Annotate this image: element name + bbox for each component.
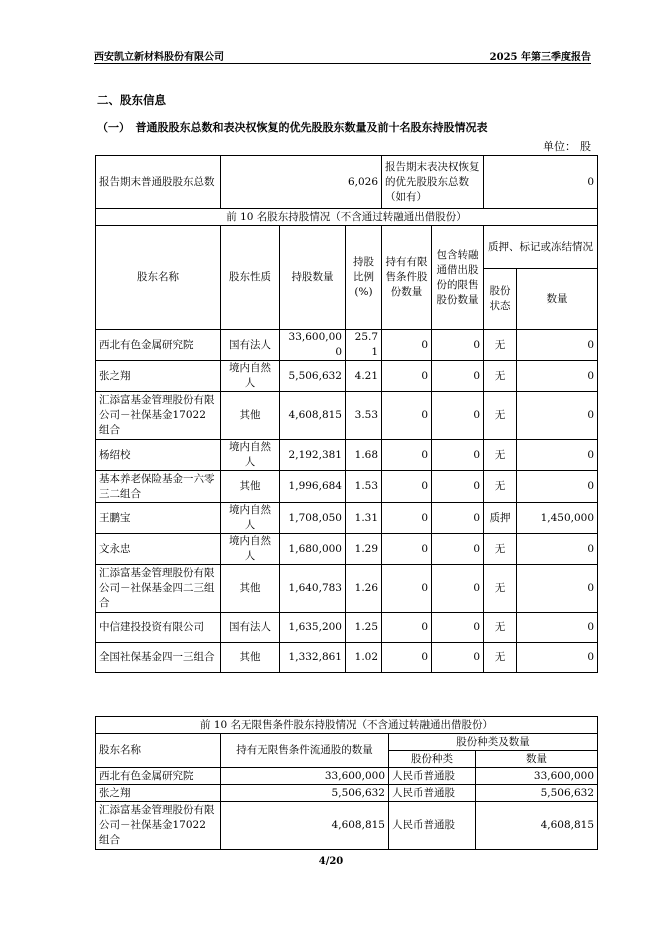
holder-name: 张之翔 (96, 361, 221, 392)
holder-restricted: 0 (382, 503, 432, 534)
holder-pledge-qty: 0 (517, 330, 598, 361)
unres-holder-name: 汇添富基金管理股份有限公司－社保基金17022 组合 (96, 802, 221, 850)
holder-pledge-status: 无 (484, 534, 517, 565)
col-header-pledge: 质押、标记或冻结情况 (484, 226, 598, 269)
holder-shares: 1,635,200 (280, 613, 346, 643)
table-row (96, 392, 598, 440)
unres-header-qty: 数量 (476, 751, 598, 768)
holder-pledge-status: 无 (484, 643, 517, 673)
holder-pledge-status: 无 (484, 565, 517, 613)
unres-holder-shares: 5,506,632 (221, 785, 389, 802)
holder-nature: 其他 (221, 392, 280, 440)
holder-ratio: 4.21 (346, 361, 382, 392)
holder-ratio: 1.02 (346, 643, 382, 673)
holder-nature: 境内自然人 (221, 503, 280, 534)
total-holders-value: 6,026 (221, 156, 382, 209)
holder-name: 中信建投投资有限公司 (96, 613, 221, 643)
holder-name: 西北有色金属研究院 (96, 330, 221, 361)
unit-label: 单位： 股 (543, 140, 591, 153)
holder-ratio: 1.68 (346, 440, 382, 471)
holder-restricted: 0 (382, 471, 432, 503)
holder-name: 汇添富基金管理股份有限公司－社保基金四二三组合 (96, 565, 221, 613)
holder-nature: 国有法人 (221, 330, 280, 361)
table-row (96, 565, 598, 613)
holder-ratio: 1.53 (346, 471, 382, 503)
preferred-holders-label: 报告期末表决权恢复的优先股股东总数（如有） (382, 156, 484, 209)
holder-nature: 其他 (221, 471, 280, 503)
holder-shares: 5,506,632 (280, 361, 346, 392)
holder-lent-restricted: 0 (432, 503, 484, 534)
page-header (94, 46, 591, 64)
holder-lent-restricted: 0 (432, 613, 484, 643)
holder-nature: 境内自然人 (221, 440, 280, 471)
holder-ratio: 1.29 (346, 534, 382, 565)
holder-pledge-qty: 0 (517, 534, 598, 565)
top10-section-label: 前 10 名股东持股情况（不含通过转融通出借股份） (96, 209, 598, 226)
holder-name: 王鹏宝 (96, 503, 221, 534)
holder-ratio: 25.71 (346, 330, 382, 361)
col-header-nature: 股东性质 (221, 226, 280, 330)
unres-header-type-group: 股份种类及数量 (389, 734, 598, 751)
holder-lent-restricted: 0 (432, 565, 484, 613)
unres-holder-name: 西北有色金属研究院 (96, 768, 221, 785)
subsection-title: （一） 普通股股东总数和表决权恢复的优先股股东数量及前十名股东持股情况表 (97, 121, 488, 134)
unres-share-type: 人民币普通股 (389, 785, 476, 802)
holder-pledge-qty: 0 (517, 361, 598, 392)
holder-ratio: 1.26 (346, 565, 382, 613)
holder-shares: 4,608,815 (280, 392, 346, 440)
holder-shares: 1,680,000 (280, 534, 346, 565)
unres-share-type: 人民币普通股 (389, 802, 476, 850)
holder-shares: 1,332,861 (280, 643, 346, 673)
holder-restricted: 0 (382, 330, 432, 361)
holder-nature: 境内自然人 (221, 361, 280, 392)
unres-header-shares: 持有无限售条件流通股的数量 (221, 734, 389, 768)
holder-pledge-qty: 0 (517, 613, 598, 643)
holder-pledge-status: 无 (484, 361, 517, 392)
total-holders-label: 报告期末普通股股东总数 (96, 156, 221, 209)
holder-pledge-qty: 0 (517, 440, 598, 471)
preferred-holders-value: 0 (484, 156, 598, 209)
holder-restricted: 0 (382, 392, 432, 440)
unres-header-type: 股份种类 (389, 751, 476, 768)
table-row (96, 471, 598, 503)
table-row (96, 768, 598, 785)
holder-restricted: 0 (382, 565, 432, 613)
table-row (96, 613, 598, 643)
holder-nature: 境内自然人 (221, 534, 280, 565)
holder-pledge-status: 无 (484, 392, 517, 440)
holder-pledge-qty: 0 (517, 643, 598, 673)
report-title: 2025 年第三季度报告 (489, 52, 591, 63)
shareholder-table (95, 155, 598, 673)
holder-lent-restricted: 0 (432, 361, 484, 392)
holder-shares: 1,708,050 (280, 503, 346, 534)
holder-ratio: 1.25 (346, 613, 382, 643)
unres-holder-shares: 4,608,815 (221, 802, 389, 850)
holder-restricted: 0 (382, 440, 432, 471)
unres-share-type: 人民币普通股 (389, 768, 476, 785)
table-row (96, 330, 598, 361)
col-header-pledge-status: 股份状态 (484, 269, 517, 330)
holder-restricted: 0 (382, 643, 432, 673)
page-number: 4/20 (318, 856, 344, 867)
holder-restricted: 0 (382, 361, 432, 392)
unres-share-qty: 4,608,815 (476, 802, 598, 850)
holder-name: 基本养老保险基金一六零三二组合 (96, 471, 221, 503)
holder-lent-restricted: 0 (432, 330, 484, 361)
holder-shares: 2,192,381 (280, 440, 346, 471)
unres-holder-name: 张之翔 (96, 785, 221, 802)
col-header-ratio: 持股比例(%) (346, 226, 382, 330)
holder-ratio: 3.53 (346, 392, 382, 440)
holder-lent-restricted: 0 (432, 440, 484, 471)
holder-lent-restricted: 0 (432, 643, 484, 673)
holder-lent-restricted: 0 (432, 534, 484, 565)
holder-name: 全国社保基金四一三组合 (96, 643, 221, 673)
table-row (96, 534, 598, 565)
holder-restricted: 0 (382, 534, 432, 565)
unres-share-qty: 5,506,632 (476, 785, 598, 802)
table-row (96, 643, 598, 673)
unres-header-name: 股东名称 (96, 734, 221, 768)
holder-pledge-qty: 0 (517, 471, 598, 503)
col-header-name: 股东名称 (96, 226, 221, 330)
holder-nature: 国有法人 (221, 613, 280, 643)
col-header-shares: 持股数量 (280, 226, 346, 330)
unrestricted-section-label: 前 10 名无限售条件股东持股情况（不含通过转融通出借股份） (96, 717, 598, 734)
holder-name: 汇添富基金管理股份有限公司－社保基金17022 组合 (96, 392, 221, 440)
col-header-pledge-qty: 数量 (517, 269, 598, 330)
col-header-lent-restricted: 包含转融通借出股份的限售股份数量 (432, 226, 484, 330)
holder-pledge-status: 无 (484, 471, 517, 503)
unres-holder-shares: 33,600,000 (221, 768, 389, 785)
table-row (96, 802, 598, 850)
holder-nature: 其他 (221, 643, 280, 673)
holder-pledge-status: 无 (484, 613, 517, 643)
holder-lent-restricted: 0 (432, 471, 484, 503)
holder-shares: 1,996,684 (280, 471, 346, 503)
holder-name: 文永忠 (96, 534, 221, 565)
holder-pledge-qty: 0 (517, 392, 598, 440)
holder-pledge-status: 无 (484, 440, 517, 471)
holder-shares: 33,600,000 (280, 330, 346, 361)
table-row (96, 503, 598, 534)
table-row (96, 785, 598, 802)
col-header-restricted: 持有有限售条件股份数量 (382, 226, 432, 330)
holder-ratio: 1.31 (346, 503, 382, 534)
section-title: 二、股东信息 (97, 93, 166, 107)
holder-shares: 1,640,783 (280, 565, 346, 613)
holder-pledge-qty: 0 (517, 565, 598, 613)
table-row (96, 361, 598, 392)
holder-name: 杨绍校 (96, 440, 221, 471)
holder-lent-restricted: 0 (432, 392, 484, 440)
table-row (96, 440, 598, 471)
company-name: 西安凯立新材料股份有限公司 (94, 52, 224, 63)
holder-pledge-qty: 1,450,000 (517, 503, 598, 534)
holder-pledge-status: 质押 (484, 503, 517, 534)
holder-pledge-status: 无 (484, 330, 517, 361)
summary-row (96, 156, 598, 209)
unrestricted-table (95, 716, 598, 850)
holder-nature: 其他 (221, 565, 280, 613)
holder-restricted: 0 (382, 613, 432, 643)
unres-share-qty: 33,600,000 (476, 768, 598, 785)
